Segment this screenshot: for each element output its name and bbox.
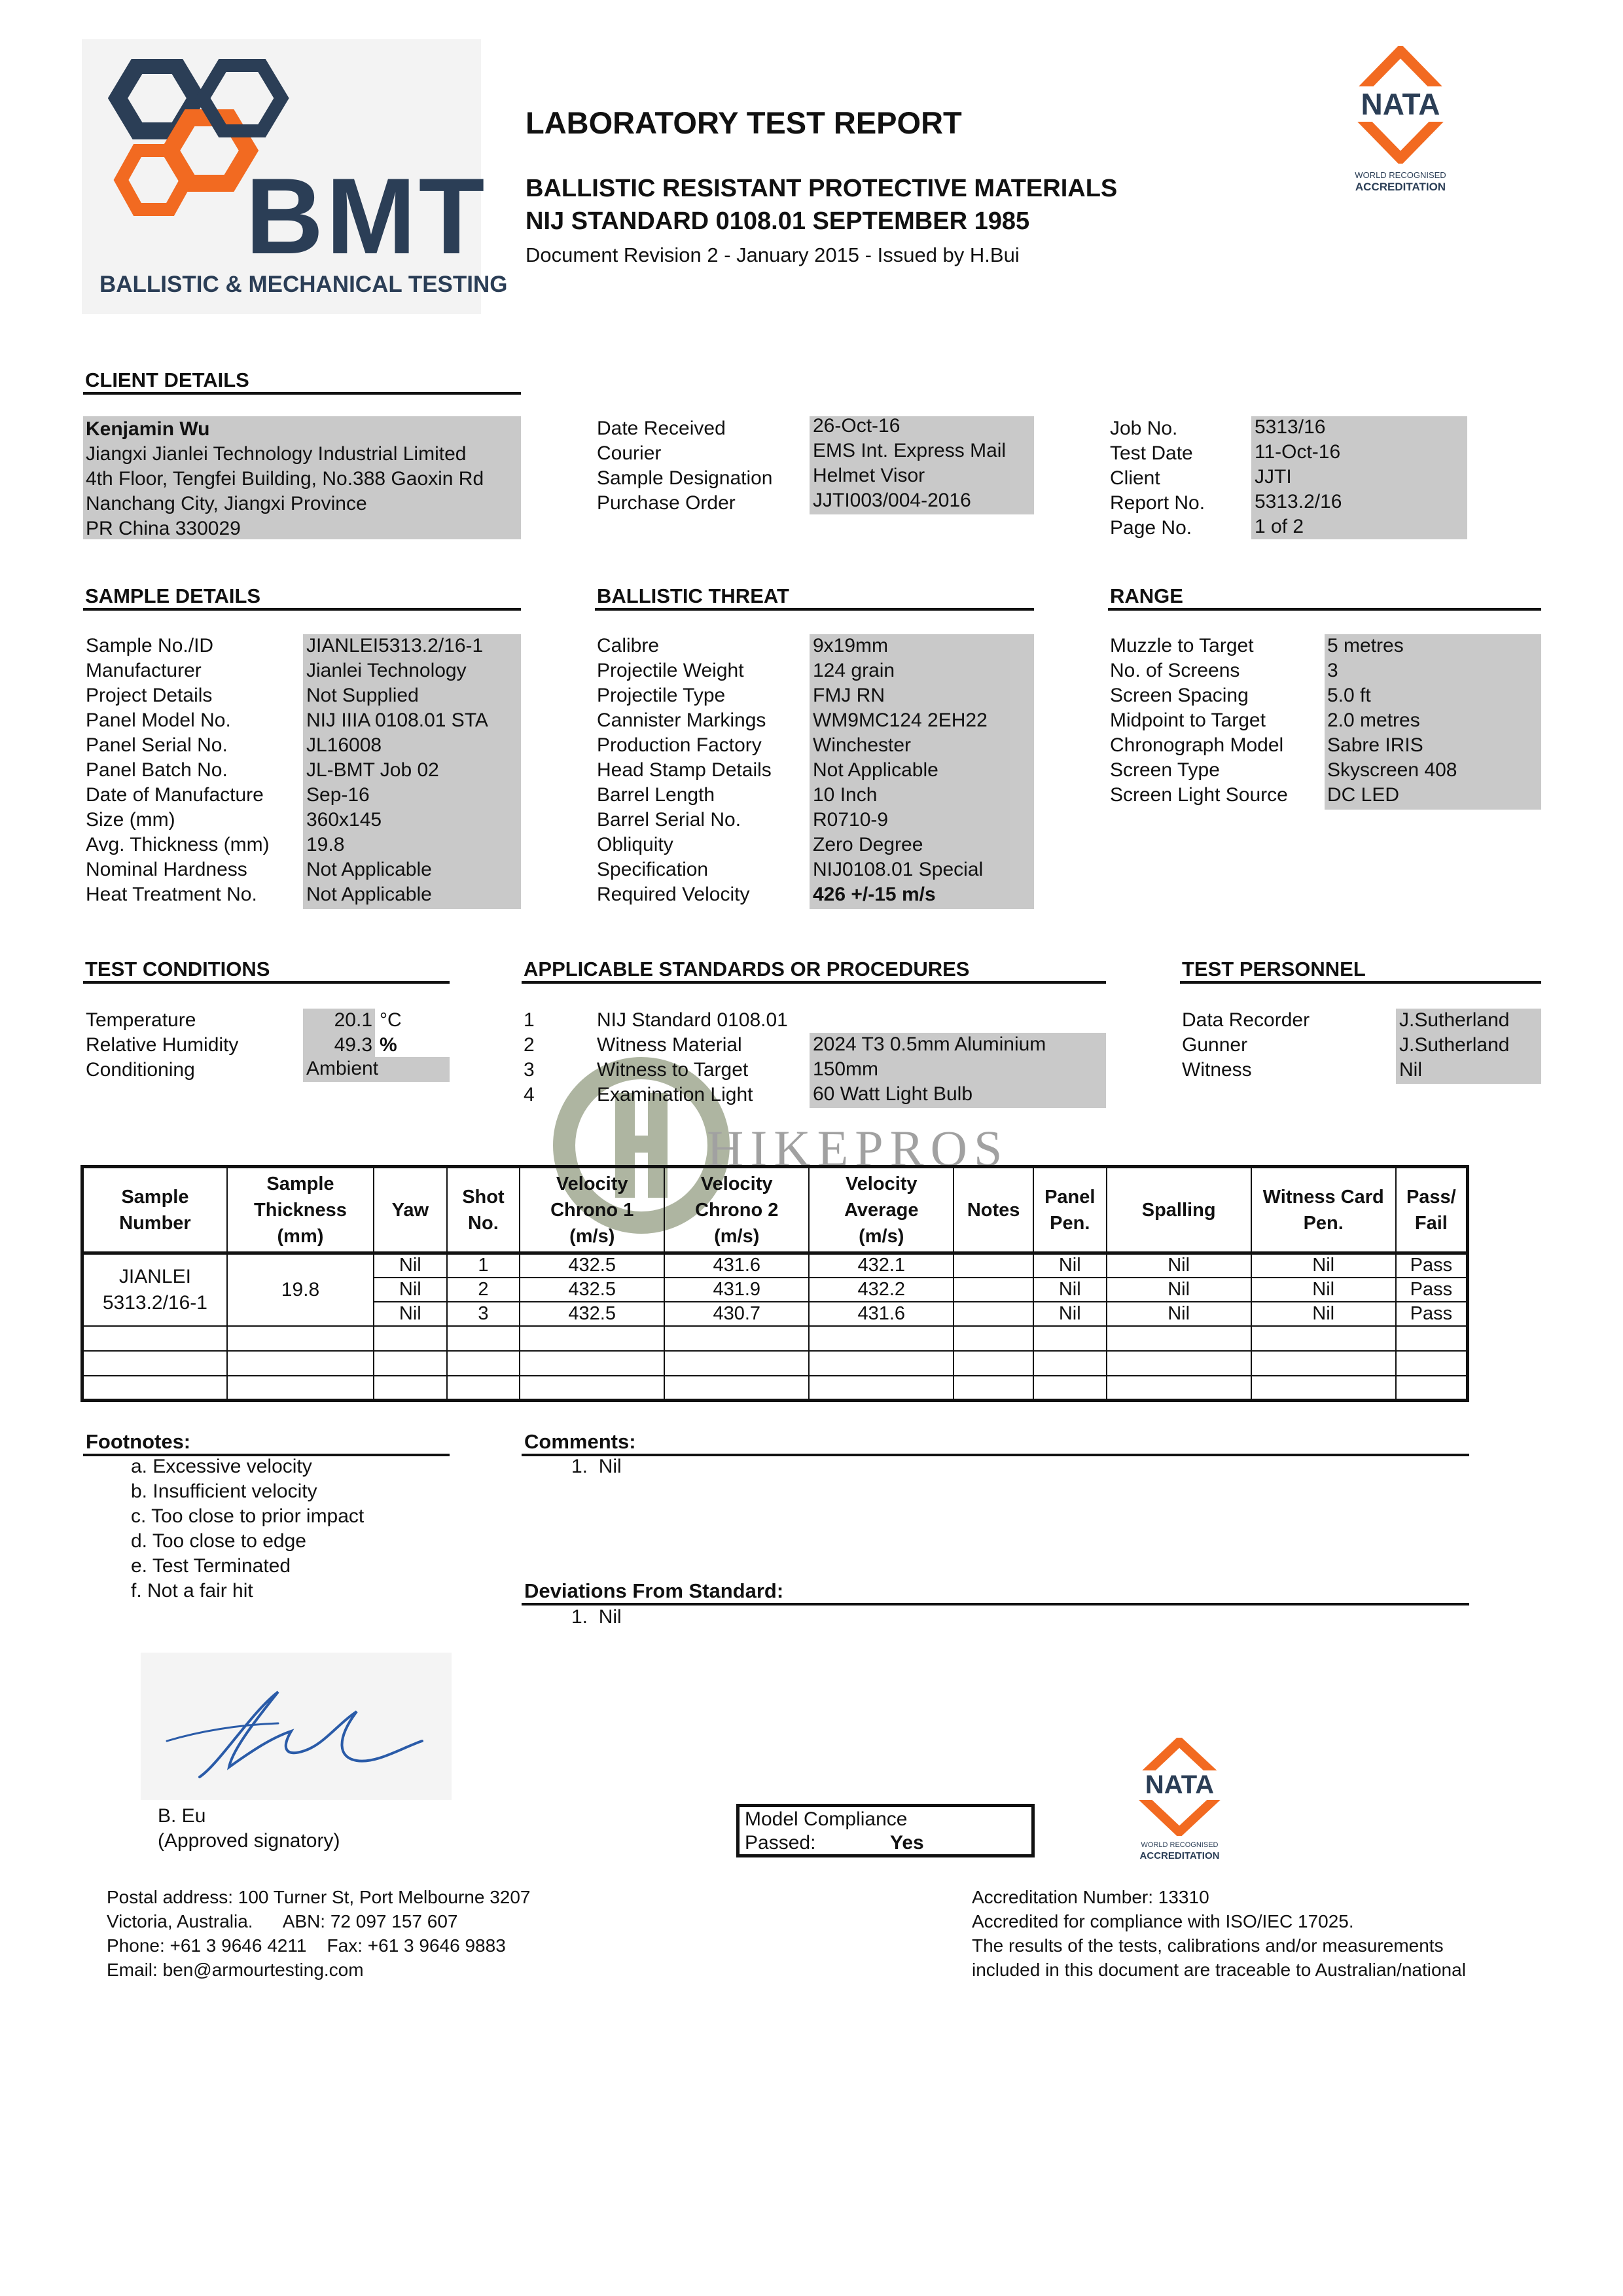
nata-accreditation: ACCREDITATION (1139, 1850, 1220, 1861)
accreditation-line: Accredited for compliance with ISO/IEC 17025. (972, 1911, 1354, 1931)
range-label: No. of Screens (1110, 660, 1240, 681)
threat-labels (597, 634, 772, 907)
page-no: 1 of 2 (1255, 516, 1304, 537)
panel-serial: JL16008 (306, 734, 382, 756)
job-label: Page No. (1110, 517, 1192, 539)
standards-numbers (524, 1008, 535, 1107)
col-average: Velocity Average (m/s) (809, 1167, 954, 1253)
client-address-line: Nanchang City, Jiangxi Province (86, 493, 367, 514)
sample-label: Project Details (86, 685, 213, 706)
witness: Nil (1399, 1059, 1422, 1081)
personnel-values (1399, 1008, 1509, 1083)
range-label: Screen Light Source (1110, 784, 1288, 806)
personnel-labels (1182, 1008, 1310, 1083)
chrono1-cell: 432.5 (520, 1302, 664, 1326)
col-spalling: Spalling (1107, 1167, 1251, 1253)
receipt-label: Sample Designation (597, 467, 773, 489)
footer-address-line: Postal address: 100 Turner St, Port Melbourne 3207 (107, 1887, 531, 1907)
deviations-heading: Deviations From Standard: (524, 1579, 784, 1602)
client-code: JJTI (1255, 466, 1292, 488)
ballistic-threat-underline (595, 608, 1034, 611)
witness-cell: Nil (1251, 1302, 1396, 1326)
nata-logo-text: NATA (1342, 86, 1459, 122)
col-sample-number: Sample Number (82, 1167, 227, 1253)
threat-label: Calibre (597, 635, 660, 656)
accreditation-line: Accreditation Number: 13310 (972, 1887, 1209, 1907)
sample-label: Heat Treatment No. (86, 884, 257, 905)
conditions-label: Conditioning (86, 1059, 195, 1081)
yaw-cell: Nil (374, 1302, 447, 1326)
accreditation-line: included in this document are traceable to Australian/national (972, 1960, 1466, 1980)
signature (141, 1653, 452, 1800)
standard-number: 4 (524, 1084, 535, 1105)
col-witness-card: Witness Card Pen. (1251, 1167, 1396, 1253)
client-details-underline (83, 392, 521, 395)
sample-number-cell: JIANLEI 5313.2/16-1 (82, 1253, 227, 1326)
standard-number: 2 (524, 1034, 535, 1056)
col-yaw: Yaw (374, 1167, 447, 1253)
standards-heading: APPLICABLE STANDARDS OR PROCEDURES (524, 958, 970, 980)
footer-address-line: Phone: +61 3 9646 4211 Fax: +61 3 9646 9883 (107, 1935, 506, 1956)
panel-pen-cell: Nil (1033, 1302, 1107, 1326)
sample-label: Size (mm) (86, 809, 175, 831)
courier: EMS Int. Express Mail (813, 440, 1007, 461)
witness-material: 2024 T3 0.5mm Aluminium (813, 1033, 1046, 1055)
threat-label: Required Velocity (597, 884, 750, 905)
signatory-role: (Approved signatory) (158, 1830, 340, 1852)
nata-accreditation: ACCREDITATION (1355, 181, 1446, 193)
shot-cell: 1 (447, 1253, 520, 1278)
result-cell: Pass (1396, 1302, 1468, 1326)
sample-designation: Helmet Visor (813, 465, 925, 486)
range-label: Muzzle to Target (1110, 635, 1254, 656)
col-shot: Shot No. (447, 1167, 520, 1253)
threat-label: Barrel Serial No. (597, 809, 741, 831)
shot-cell: 2 (447, 1278, 520, 1302)
job-label: Job No. (1110, 418, 1178, 439)
spalling-cell: Nil (1107, 1278, 1251, 1302)
sample-label: Nominal Hardness (86, 859, 247, 880)
nata-logo-text: NATA (1126, 1770, 1234, 1800)
date-received: 26-Oct-16 (813, 415, 901, 437)
standards-underline (522, 981, 1106, 984)
thickness-cell: 19.8 (227, 1253, 374, 1326)
footnote-item: d. Too close to edge (131, 1530, 306, 1552)
compliance-label: Passed: (745, 1832, 816, 1854)
production-factory: Winchester (813, 734, 912, 756)
signature-scribble-icon (141, 1653, 452, 1800)
barrel-serial: R0710-9 (813, 809, 889, 831)
compliance-title: Model Compliance (745, 1808, 908, 1830)
nata-recognised: WORLD RECOGNISED (1355, 170, 1446, 180)
standard-label: Witness to Target (597, 1059, 749, 1081)
comments-heading: Comments: (524, 1430, 636, 1453)
data-recorder: J.Sutherland (1399, 1009, 1510, 1031)
client-address-line: Jiangxi Jianlei Technology Industrial Limited (86, 443, 467, 465)
conditions-values (303, 1008, 372, 1058)
gunner: J.Sutherland (1399, 1034, 1510, 1056)
test-date: 11-Oct-16 (1255, 441, 1341, 463)
nata-logo-bottom (1126, 1738, 1234, 1862)
nata-logo-top (1342, 46, 1459, 203)
threat-label: Cannister Markings (597, 709, 766, 731)
report-title: LABORATORY TEST REPORT (526, 105, 962, 140)
result-cell: Pass (1396, 1253, 1468, 1278)
humidity-unit: % (380, 1034, 397, 1056)
report-subtitle-2: NIJ STANDARD 0108.01 SEPTEMBER 1985 (526, 207, 1030, 235)
client-address (86, 417, 484, 541)
avg-thickness: 19.8 (306, 834, 345, 855)
chrono2-cell: 431.6 (664, 1253, 809, 1278)
personnel-label: Witness (1182, 1059, 1252, 1081)
shot-cell: 3 (447, 1302, 520, 1326)
results-table (80, 1165, 1469, 1402)
conditions-label: Relative Humidity (86, 1034, 239, 1056)
bmt-tagline: BALLISTIC & MECHANICAL TESTING (99, 272, 508, 297)
standards-values (813, 1032, 1046, 1107)
report-subtitle-1: BALLISTIC RESISTANT PROTECTIVE MATERIALS (526, 175, 1118, 202)
chrono1-cell: 432.5 (520, 1278, 664, 1302)
witness-to-target: 150mm (813, 1058, 879, 1080)
deviations-underline (522, 1603, 1469, 1605)
temperature-unit: °C (380, 1009, 402, 1031)
screen-type: Skyscreen 408 (1327, 759, 1457, 781)
job-labels (1110, 416, 1205, 541)
sample-label: Sample No./ID (86, 635, 214, 656)
muzzle-to-target: 5 metres (1327, 635, 1404, 656)
projectile-weight: 124 grain (813, 660, 895, 681)
footer-address-line: Email: ben@armourtesting.com (107, 1960, 364, 1980)
standards-labels (597, 1008, 788, 1107)
yaw-cell: Nil (374, 1278, 447, 1302)
chrono2-cell: 430.7 (664, 1302, 809, 1326)
results-header-row (82, 1167, 1468, 1253)
comment-item: 1. Nil (571, 1456, 622, 1477)
comments-underline (522, 1454, 1469, 1456)
standard-label: Examination Light (597, 1084, 753, 1105)
obliquity: Zero Degree (813, 834, 923, 855)
sample-label: Date of Manufacture (86, 784, 264, 806)
standard-label: Witness Material (597, 1034, 742, 1056)
threat-label: Production Factory (597, 734, 762, 756)
sample-values (306, 634, 488, 907)
manufacturer: Jianlei Technology (306, 660, 467, 681)
footer-address (107, 1885, 531, 1982)
nata-recognised: WORLD RECOGNISED (1141, 1841, 1219, 1849)
manufacture-date: Sep-16 (306, 784, 370, 806)
range-label: Screen Type (1110, 759, 1220, 781)
spalling-cell: Nil (1107, 1302, 1251, 1326)
panel-batch: JL-BMT Job 02 (306, 759, 439, 781)
sample-label: Manufacturer (86, 660, 202, 681)
footnote-item: b. Insufficient velocity (131, 1480, 317, 1502)
personnel-label: Gunner (1182, 1034, 1248, 1056)
required-velocity: 426 +/-15 m/s (813, 884, 936, 905)
spalling-cell: Nil (1107, 1253, 1251, 1278)
range-label: Midpoint to Target (1110, 709, 1266, 731)
chrono1-cell: 432.5 (520, 1253, 664, 1278)
range-underline (1108, 608, 1541, 611)
receipt-label: Purchase Order (597, 492, 736, 514)
footnotes-heading: Footnotes: (86, 1430, 191, 1453)
examination-light: 60 Watt Light Bulb (813, 1083, 973, 1105)
range-label: Chronograph Model (1110, 734, 1284, 756)
sample-label: Panel Model No. (86, 709, 231, 731)
col-notes: Notes (954, 1167, 1033, 1253)
test-personnel-underline (1180, 981, 1541, 984)
test-conditions-heading: TEST CONDITIONS (85, 958, 270, 980)
range-label: Screen Spacing (1110, 685, 1249, 706)
average-cell: 432.1 (809, 1253, 954, 1278)
compliance-box (736, 1804, 1035, 1857)
witness-cell: Nil (1251, 1253, 1396, 1278)
calibre: 9x19mm (813, 635, 889, 656)
table-row (82, 1253, 1468, 1278)
sample-labels (86, 634, 270, 907)
screen-light-source: DC LED (1327, 784, 1400, 806)
client-details-heading: CLIENT DETAILS (85, 368, 249, 391)
threat-label: Projectile Type (597, 685, 726, 706)
panel-model: NIJ IIIA 0108.01 STA (306, 709, 488, 731)
bmt-logo-text: BMT (245, 156, 488, 276)
receipt-label: Date Received (597, 418, 726, 439)
barrel-length: 10 Inch (813, 784, 878, 806)
test-personnel-heading: TEST PERSONNEL (1182, 958, 1366, 980)
col-panel-pen: Panel Pen. (1033, 1167, 1107, 1253)
sample-id: JIANLEI5313.2/16-1 (306, 635, 484, 656)
footnote-item: c. Too close to prior impact (131, 1505, 365, 1527)
sample-label: Panel Batch No. (86, 759, 228, 781)
job-label: Client (1110, 467, 1160, 489)
col-chrono1: Velocity Chrono 1 (m/s) (520, 1167, 664, 1253)
empty-row (82, 1351, 1468, 1376)
accreditation-line: The results of the tests, calibrations and/or measurements (972, 1935, 1444, 1956)
receipt-values (813, 414, 1006, 513)
threat-label: Specification (597, 859, 709, 880)
midpoint-to-target: 2.0 metres (1327, 709, 1420, 731)
col-pass-fail: Pass/ Fail (1396, 1167, 1468, 1253)
footnote-item: a. Excessive velocity (131, 1456, 312, 1477)
no-of-screens: 3 (1327, 660, 1338, 681)
footnotes-list (131, 1454, 364, 1604)
standard-number: 3 (524, 1059, 535, 1081)
sample-label: Panel Serial No. (86, 734, 228, 756)
project-details: Not Supplied (306, 685, 419, 706)
humidity-value: 49.3 (334, 1034, 372, 1056)
report-no: 5313.2/16 (1255, 491, 1342, 512)
nominal-hardness: Not Applicable (306, 859, 432, 880)
empty-row (82, 1326, 1468, 1351)
empty-row (82, 1376, 1468, 1401)
footnote-item: e. Test Terminated (131, 1555, 291, 1577)
conditions-label: Temperature (86, 1009, 196, 1031)
sample-label: Avg. Thickness (mm) (86, 834, 270, 855)
job-label: Report No. (1110, 492, 1205, 514)
notes-cell (954, 1278, 1033, 1302)
signatory-name: B. Eu (158, 1805, 206, 1827)
footer-address-line: Victoria, Australia. ABN: 72 097 157 607 (107, 1911, 458, 1931)
standard-label: NIJ Standard 0108.01 (597, 1009, 788, 1031)
threat-values (813, 634, 988, 907)
client-address-line: PR China 330029 (86, 518, 241, 539)
watermark-text: HIKEPROS (707, 1120, 1009, 1177)
receipt-label: Courier (597, 442, 662, 464)
footer-accreditation (972, 1885, 1466, 1982)
screen-spacing: 5.0 ft (1327, 685, 1371, 706)
chronograph-model: Sabre IRIS (1327, 734, 1423, 756)
threat-label: Projectile Weight (597, 660, 744, 681)
personnel-label: Data Recorder (1182, 1009, 1310, 1031)
purchase-order: JJTI003/004-2016 (813, 490, 971, 511)
head-stamp: Not Applicable (813, 759, 938, 781)
job-no: 5313/16 (1255, 416, 1326, 438)
col-thickness: Sample Thickness (mm) (227, 1167, 374, 1253)
sample-details-underline (83, 608, 521, 611)
projectile-type: FMJ RN (813, 685, 885, 706)
yaw-cell: Nil (374, 1253, 447, 1278)
average-cell: 431.6 (809, 1302, 954, 1326)
range-values (1327, 634, 1457, 808)
receipt-labels (597, 416, 773, 516)
sample-size: 360x145 (306, 809, 382, 831)
client-address-line: 4th Floor, Tengfei Building, No.388 Gaoxin Rd (86, 468, 484, 490)
document-revision: Document Revision 2 - January 2015 - Issued by H.Bui (526, 243, 1020, 266)
panel-pen-cell: Nil (1033, 1278, 1107, 1302)
notes-cell (954, 1302, 1033, 1326)
temperature-value: 20.1 (334, 1009, 372, 1031)
deviation-item: 1. Nil (571, 1606, 622, 1628)
range-labels (1110, 634, 1288, 808)
conditioning-value: Ambient (306, 1058, 379, 1079)
ballistic-threat-heading: BALLISTIC THREAT (597, 584, 789, 607)
panel-pen-cell: Nil (1033, 1253, 1107, 1278)
compliance-value: Yes (890, 1832, 924, 1854)
threat-label: Head Stamp Details (597, 759, 772, 781)
range-heading: RANGE (1110, 584, 1183, 607)
standard-number: 1 (524, 1009, 535, 1031)
heat-treatment: Not Applicable (306, 884, 432, 905)
bmt-logo (82, 39, 508, 314)
footnote-item: f. Not a fair hit (131, 1580, 253, 1602)
average-cell: 432.2 (809, 1278, 954, 1302)
client-name: Kenjamin Wu (86, 418, 210, 440)
test-conditions-underline (83, 981, 450, 984)
notes-cell (954, 1253, 1033, 1278)
col-chrono2: Velocity Chrono 2 (m/s) (664, 1167, 809, 1253)
sample-details-heading: SAMPLE DETAILS (85, 584, 261, 607)
job-values (1255, 415, 1342, 539)
threat-label: Obliquity (597, 834, 673, 855)
conditions-labels (86, 1008, 238, 1083)
result-cell: Pass (1396, 1278, 1468, 1302)
specification: NIJ0108.01 Special (813, 859, 984, 880)
threat-label: Barrel Length (597, 784, 715, 806)
signatory (158, 1804, 340, 1854)
chrono2-cell: 431.9 (664, 1278, 809, 1302)
witness-cell: Nil (1251, 1278, 1396, 1302)
job-label: Test Date (1110, 442, 1193, 464)
cannister-markings: WM9MC124 2EH22 (813, 709, 988, 731)
conditions-units (380, 1008, 402, 1058)
